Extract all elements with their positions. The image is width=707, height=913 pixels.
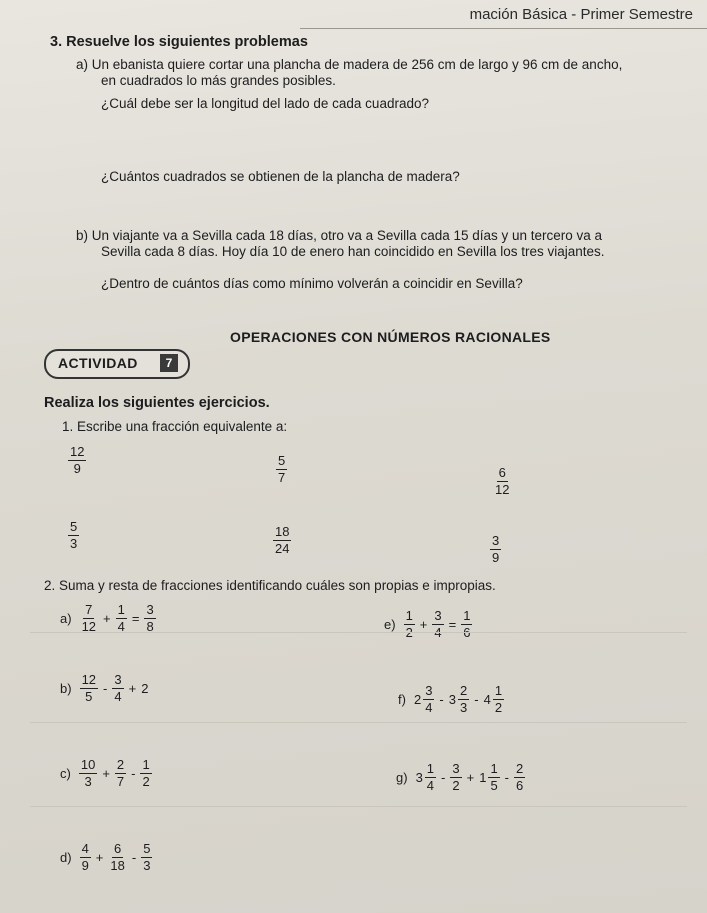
row-divider (30, 632, 687, 633)
numerator: 3 (492, 533, 500, 548)
denominator: 24 (275, 541, 290, 556)
equiv-fraction (488, 534, 503, 565)
item-label: d) (60, 850, 72, 865)
operator: - (439, 692, 444, 707)
whole-number: 2 (413, 692, 422, 707)
numerator: 5 (278, 453, 286, 468)
row-divider (30, 806, 687, 807)
denominator: 7 (278, 470, 286, 485)
exercise-2c (60, 758, 154, 789)
operator: + (102, 766, 110, 781)
operator: - (131, 766, 136, 781)
operator: = (448, 617, 457, 632)
section-3-title: 3. Resuelve los siguientes problemas (50, 34, 308, 50)
numerator: 18 (275, 524, 290, 539)
equiv-fraction (274, 454, 289, 485)
denominator: 4 (426, 778, 435, 793)
row-divider (30, 722, 687, 723)
denominator: 12 (495, 482, 510, 497)
denominator: 4 (114, 689, 122, 704)
equiv-fraction (66, 445, 88, 476)
whole-number: 4 (483, 692, 491, 707)
denominator: 5 (490, 778, 498, 793)
denominator: 12 (81, 619, 97, 634)
denominator: 4 (434, 625, 442, 640)
exercise-2a (60, 603, 158, 634)
numerator: 1 (426, 761, 435, 776)
operator: + (419, 617, 428, 632)
denominator: 3 (460, 700, 468, 715)
operations-title: OPERACIONES CON NÚMEROS RACIONALES (230, 329, 551, 345)
numerator: 1 (463, 608, 471, 623)
numerator: 1 (494, 683, 503, 698)
denominator: 2 (452, 778, 460, 793)
numerator: 3 (114, 672, 122, 687)
operator: - (441, 770, 446, 785)
denominator: 6 (463, 625, 471, 640)
numerator: 1 (490, 761, 498, 776)
whole-number: 1 (479, 770, 487, 785)
denominator: 3 (70, 536, 78, 551)
problem-a-line1: a) Un ebanista quiere cortar una plancha de madera de 256 cm de largo y 96 cm de ancho, (76, 57, 623, 72)
numerator: 3 (146, 602, 154, 617)
numerator: 7 (85, 602, 93, 617)
exercise-2b (60, 673, 148, 704)
problem-a-question1: ¿Cuál debe ser la longitud del lado de cada cuadrado? (101, 96, 429, 111)
problem-b-line2: Sevilla cada 8 días. Hoy día 10 de enero han coincidido en Sevilla los tres viajantes. (101, 244, 605, 259)
instructions: Realiza los siguientes ejercicios. (44, 395, 270, 411)
equiv-fraction (271, 525, 293, 556)
operator: + (128, 681, 137, 696)
page-header: mación Básica - Primer Semestre (469, 6, 693, 23)
exercise-1-title: 1. Escribe una fracción equivalente a: (62, 419, 288, 434)
operator: + (95, 850, 104, 865)
numerator: 12 (81, 672, 97, 687)
problem-b-line1: b) Un viajante va a Sevilla cada 18 días, otro va a Sevilla cada 15 días y un tercero va a (76, 228, 603, 243)
numerator: 5 (70, 519, 78, 534)
numerator: 6 (498, 465, 506, 480)
numerator: 3 (434, 608, 442, 623)
whole-number: 3 (448, 692, 456, 707)
denominator: 9 (73, 461, 81, 476)
denominator: 18 (110, 858, 125, 873)
item-label: g) (396, 770, 408, 785)
operator: = (131, 611, 140, 626)
equiv-fraction (66, 520, 81, 551)
item-label: f) (398, 692, 406, 707)
numerator: 12 (70, 444, 85, 459)
activity-number: 7 (160, 354, 178, 372)
operator: + (103, 611, 111, 626)
item-label: b) (60, 681, 72, 696)
numerator: 1 (142, 757, 150, 772)
numerator: 4 (81, 841, 89, 856)
denominator: 9 (492, 550, 500, 565)
item-label: e) (384, 617, 396, 632)
activity-badge (44, 349, 190, 379)
numerator: 2 (116, 757, 125, 772)
denominator: 3 (143, 858, 151, 873)
numerator: 2 (460, 683, 468, 698)
denominator: 4 (425, 700, 433, 715)
denominator: 2 (494, 700, 503, 715)
numerator: 5 (143, 841, 151, 856)
item-label: a) (60, 611, 72, 626)
activity-label: ACTIVIDAD (58, 355, 138, 371)
numerator: 3 (452, 761, 460, 776)
exercise-2-title: 2. Suma y resta de fracciones identificando cuáles son propias e impropias. (44, 578, 496, 593)
numerator: 10 (80, 757, 96, 772)
problem-a-question2: ¿Cuántos cuadrados se obtienen de la plancha de madera? (101, 169, 460, 184)
numerator: 1 (405, 608, 413, 623)
denominator: 9 (81, 858, 89, 873)
numerator: 3 (425, 683, 433, 698)
numerator: 2 (516, 761, 524, 776)
denominator: 8 (146, 619, 154, 634)
denominator: 4 (117, 619, 125, 634)
operator: - (131, 850, 137, 865)
operator: - (103, 681, 108, 696)
denominator: 6 (516, 778, 524, 793)
operator: + (466, 770, 475, 785)
exercise-2g (396, 762, 527, 793)
whole-number: 3 (415, 770, 423, 785)
denominator: 7 (116, 774, 125, 789)
header-divider (300, 28, 707, 29)
numerator: 6 (114, 841, 122, 856)
exercise-2d (60, 842, 154, 873)
equiv-fraction (491, 466, 513, 497)
operator: - (474, 692, 479, 707)
item-label: c) (60, 766, 71, 781)
denominator: 3 (84, 774, 92, 789)
denominator: 2 (405, 625, 413, 640)
denominator: 5 (85, 689, 93, 704)
numerator: 1 (117, 602, 125, 617)
operator: - (504, 770, 510, 785)
whole-number: 2 (141, 681, 149, 696)
denominator: 2 (142, 774, 150, 789)
problem-a-line2: en cuadrados lo más grandes posibles. (101, 73, 336, 88)
exercise-2e (384, 609, 474, 640)
problem-b-question: ¿Dentro de cuántos días como mínimo volverán a coincidir en Sevilla? (101, 276, 523, 291)
exercise-2f (398, 684, 506, 715)
